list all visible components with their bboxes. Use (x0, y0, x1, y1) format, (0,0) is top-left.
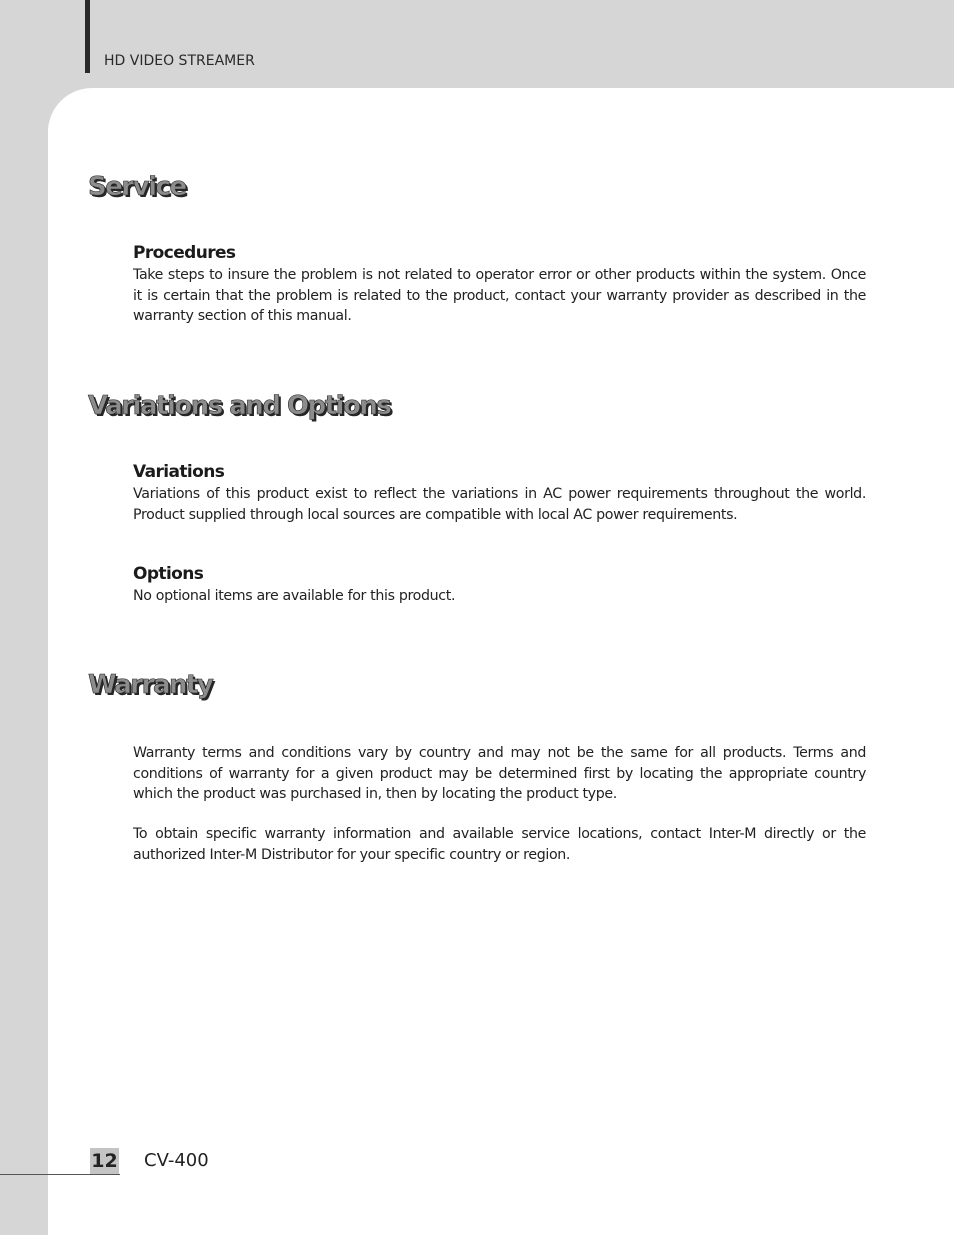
header-accent-bar (85, 0, 90, 73)
warranty-paragraph-2: To obtain specific warranty information and available service locations, contact Inter-M directly or the authorized Inter-M Distributor for your specific country or region. (133, 826, 866, 863)
variations-text: Variations of this product exist to reflect the variations in AC power requirements throughout the world. Product supplied through local sources are compatible with local AC power requirements. (133, 486, 866, 523)
warranty-paragraph-1: Warranty terms and conditions vary by country and may not be the same for all products. Terms and conditions of warranty for a given product may be determined first by locating the appropriate country which the product was purchased in, then by locating the product type. (133, 745, 866, 802)
subheading-options: Options (133, 564, 204, 584)
subheading-variations: Variations (133, 462, 225, 482)
section-title-warranty: Warranty (88, 670, 213, 700)
footer-model-name: CV-400 (144, 1150, 209, 1171)
subheading-procedures: Procedures (133, 243, 236, 263)
procedures-text: Take steps to insure the problem is not related to operator error or other products within the system. Once it is certain that the problem is related to the product, contact your warranty provider as described in the warranty section of this manual. (133, 267, 866, 324)
section-title-variations-options: Variations and Options (88, 391, 391, 421)
running-header: HD VIDEO STREAMER (104, 53, 255, 69)
section-title-service: Service (88, 172, 186, 202)
page-number: 12 (91, 1150, 118, 1172)
options-text: No optional items are available for this product. (133, 588, 456, 604)
footer-rule (0, 1174, 120, 1175)
